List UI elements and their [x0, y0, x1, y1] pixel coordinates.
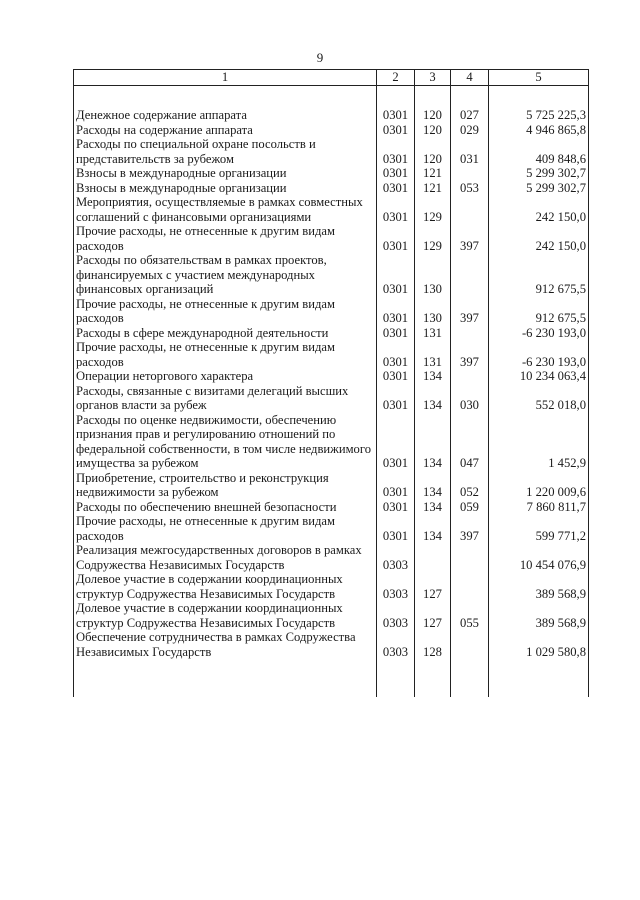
- row-section-code: 0303: [377, 630, 415, 661]
- row-section-code: 0301: [377, 253, 415, 297]
- header-row: [74, 70, 589, 86]
- row-expense-code: [451, 369, 489, 384]
- row-amount: 242 150,0: [489, 195, 589, 224]
- row-section-code: 0301: [377, 500, 415, 515]
- row-expense-code: [451, 195, 489, 224]
- row-amount: 5 299 302,7: [489, 181, 589, 196]
- row-amount: 389 568,9: [489, 572, 589, 601]
- row-expense-code: 052: [451, 471, 489, 500]
- row-expense-code: 397: [451, 297, 489, 326]
- table-row: [74, 543, 589, 572]
- row-expense-code: 397: [451, 340, 489, 369]
- row-amount: 4 946 865,8: [489, 123, 589, 138]
- row-name: Долевое участие в содержании координационных структур Содружества Независимых Государств: [74, 572, 377, 601]
- row-expense-code: 047: [451, 413, 489, 471]
- table-bottom-space: [74, 661, 589, 697]
- table-row: [74, 123, 589, 138]
- row-target-code: 129: [415, 195, 451, 224]
- page-number: 9: [316, 50, 324, 65]
- row-name: Взносы в международные организации: [74, 181, 377, 196]
- table-row: [74, 297, 589, 326]
- table-row: [74, 384, 589, 413]
- row-name: Операции неторгового характера: [74, 369, 377, 384]
- row-target-code: 134: [415, 500, 451, 515]
- header-cell-3: 3: [415, 70, 451, 86]
- row-name: Денежное содержание аппарата: [74, 108, 377, 123]
- row-amount: 242 150,0: [489, 224, 589, 253]
- row-name: Обеспечение сотрудничества в рамках Содружества Независимых Государств: [74, 630, 377, 661]
- row-target-code: 120: [415, 137, 451, 166]
- row-amount: -6 230 193,0: [489, 340, 589, 369]
- table-row: [74, 514, 589, 543]
- row-target-code: 134: [415, 369, 451, 384]
- row-section-code: 0301: [377, 326, 415, 341]
- table-row: [74, 340, 589, 369]
- row-name: Прочие расходы, не отнесенные к другим видам расходов: [74, 297, 377, 326]
- row-amount: 409 848,6: [489, 137, 589, 166]
- row-section-code: 0301: [377, 297, 415, 326]
- row-section-code: 0301: [377, 369, 415, 384]
- row-name: Расходы в сфере международной деятельности: [74, 326, 377, 341]
- row-target-code: 127: [415, 601, 451, 630]
- header-cell-5: 5: [489, 70, 589, 86]
- row-target-code: 131: [415, 326, 451, 341]
- row-expense-code: [451, 326, 489, 341]
- row-expense-code: 031: [451, 137, 489, 166]
- table-row: [74, 137, 589, 166]
- row-section-code: 0301: [377, 181, 415, 196]
- row-section-code: 0301: [377, 514, 415, 543]
- table-row: [74, 500, 589, 515]
- row-target-code: 129: [415, 224, 451, 253]
- row-section-code: 0303: [377, 601, 415, 630]
- table-row: [74, 630, 589, 661]
- row-name: Приобретение, строительство и реконструкция недвижимости за рубежом: [74, 471, 377, 500]
- header-cell-2: 2: [377, 70, 415, 86]
- row-amount: -6 230 193,0: [489, 326, 589, 341]
- table-row: [74, 181, 589, 196]
- table-row: [74, 195, 589, 224]
- table-row: [74, 166, 589, 181]
- row-target-code: 134: [415, 471, 451, 500]
- row-section-code: 0301: [377, 340, 415, 369]
- header-cell-1: 1: [74, 70, 377, 86]
- header-cell-4: 4: [451, 70, 489, 86]
- row-target-code: 134: [415, 384, 451, 413]
- table-row: [74, 369, 589, 384]
- row-name: Расходы по специальной охране посольств и представительств за рубежом: [74, 137, 377, 166]
- row-section-code: 0301: [377, 413, 415, 471]
- row-expense-code: 397: [451, 514, 489, 543]
- row-expense-code: 030: [451, 384, 489, 413]
- row-expense-code: 053: [451, 181, 489, 196]
- row-name: Долевое участие в содержании координационных структур Содружества Независимых Государств: [74, 601, 377, 630]
- row-target-code: 130: [415, 297, 451, 326]
- row-target-code: 127: [415, 572, 451, 601]
- row-section-code: 0301: [377, 166, 415, 181]
- row-amount: 389 568,9: [489, 601, 589, 630]
- table-row: [74, 108, 589, 123]
- row-target-code: 121: [415, 166, 451, 181]
- row-target-code: 120: [415, 108, 451, 123]
- row-expense-code: [451, 543, 489, 572]
- row-target-code: 130: [415, 253, 451, 297]
- row-expense-code: 027: [451, 108, 489, 123]
- table-row: [74, 326, 589, 341]
- row-section-code: 0301: [377, 384, 415, 413]
- row-target-code: 120: [415, 123, 451, 138]
- row-name: Расходы по обеспечению внешней безопасности: [74, 500, 377, 515]
- row-amount: 1 452,9: [489, 413, 589, 471]
- table-row: [74, 572, 589, 601]
- row-expense-code: 029: [451, 123, 489, 138]
- row-amount: 5 725 225,3: [489, 108, 589, 123]
- row-target-code: 128: [415, 630, 451, 661]
- row-name: Расходы по обязательствам в рамках проектов, финансируемых с участием международных финансовых организаций: [74, 253, 377, 297]
- budget-table: [73, 69, 589, 697]
- row-name: Расходы, связанные с визитами делегаций высших органов власти за рубеж: [74, 384, 377, 413]
- row-amount: 552 018,0: [489, 384, 589, 413]
- row-name: Реализация межгосударственных договоров в рамках Содружества Независимых Государств: [74, 543, 377, 572]
- row-section-code: 0301: [377, 137, 415, 166]
- spacer-row: [74, 86, 589, 109]
- row-name: Прочие расходы, не отнесенные к другим видам расходов: [74, 224, 377, 253]
- row-expense-code: 397: [451, 224, 489, 253]
- row-name: Прочие расходы, не отнесенные к другим видам расходов: [74, 340, 377, 369]
- row-name: Мероприятия, осуществляемые в рамках совместных соглашений с финансовыми организациями: [74, 195, 377, 224]
- row-amount: 599 771,2: [489, 514, 589, 543]
- row-amount: 10 454 076,9: [489, 543, 589, 572]
- row-section-code: 0301: [377, 108, 415, 123]
- row-expense-code: [451, 166, 489, 181]
- table-row: [74, 253, 589, 297]
- table-row: [74, 601, 589, 630]
- row-amount: 5 299 302,7: [489, 166, 589, 181]
- row-amount: 912 675,5: [489, 297, 589, 326]
- table-row: [74, 471, 589, 500]
- row-section-code: 0303: [377, 572, 415, 601]
- row-target-code: 134: [415, 413, 451, 471]
- row-section-code: 0301: [377, 224, 415, 253]
- row-section-code: 0301: [377, 123, 415, 138]
- row-expense-code: [451, 572, 489, 601]
- row-amount: 10 234 063,4: [489, 369, 589, 384]
- row-amount: 7 860 811,7: [489, 500, 589, 515]
- row-target-code: 121: [415, 181, 451, 196]
- row-target-code: 131: [415, 340, 451, 369]
- table-row: [74, 413, 589, 471]
- row-name: Взносы в международные организации: [74, 166, 377, 181]
- row-section-code: 0303: [377, 543, 415, 572]
- row-section-code: 0301: [377, 195, 415, 224]
- row-expense-code: 059: [451, 500, 489, 515]
- row-target-code: 134: [415, 514, 451, 543]
- row-section-code: 0301: [377, 471, 415, 500]
- row-name: Расходы на содержание аппарата: [74, 123, 377, 138]
- row-expense-code: 055: [451, 601, 489, 630]
- table-row: [74, 224, 589, 253]
- row-amount: 912 675,5: [489, 253, 589, 297]
- row-amount: 1 220 009,6: [489, 471, 589, 500]
- row-amount: 1 029 580,8: [489, 630, 589, 661]
- row-target-code: [415, 543, 451, 572]
- row-name: Прочие расходы, не отнесенные к другим видам расходов: [74, 514, 377, 543]
- row-expense-code: [451, 630, 489, 661]
- row-name: Расходы по оценке недвижимости, обеспечению признания прав и регулированию отношений по федеральной собственности, в том числе недвижимого имущества за рубежом: [74, 413, 377, 471]
- row-expense-code: [451, 253, 489, 297]
